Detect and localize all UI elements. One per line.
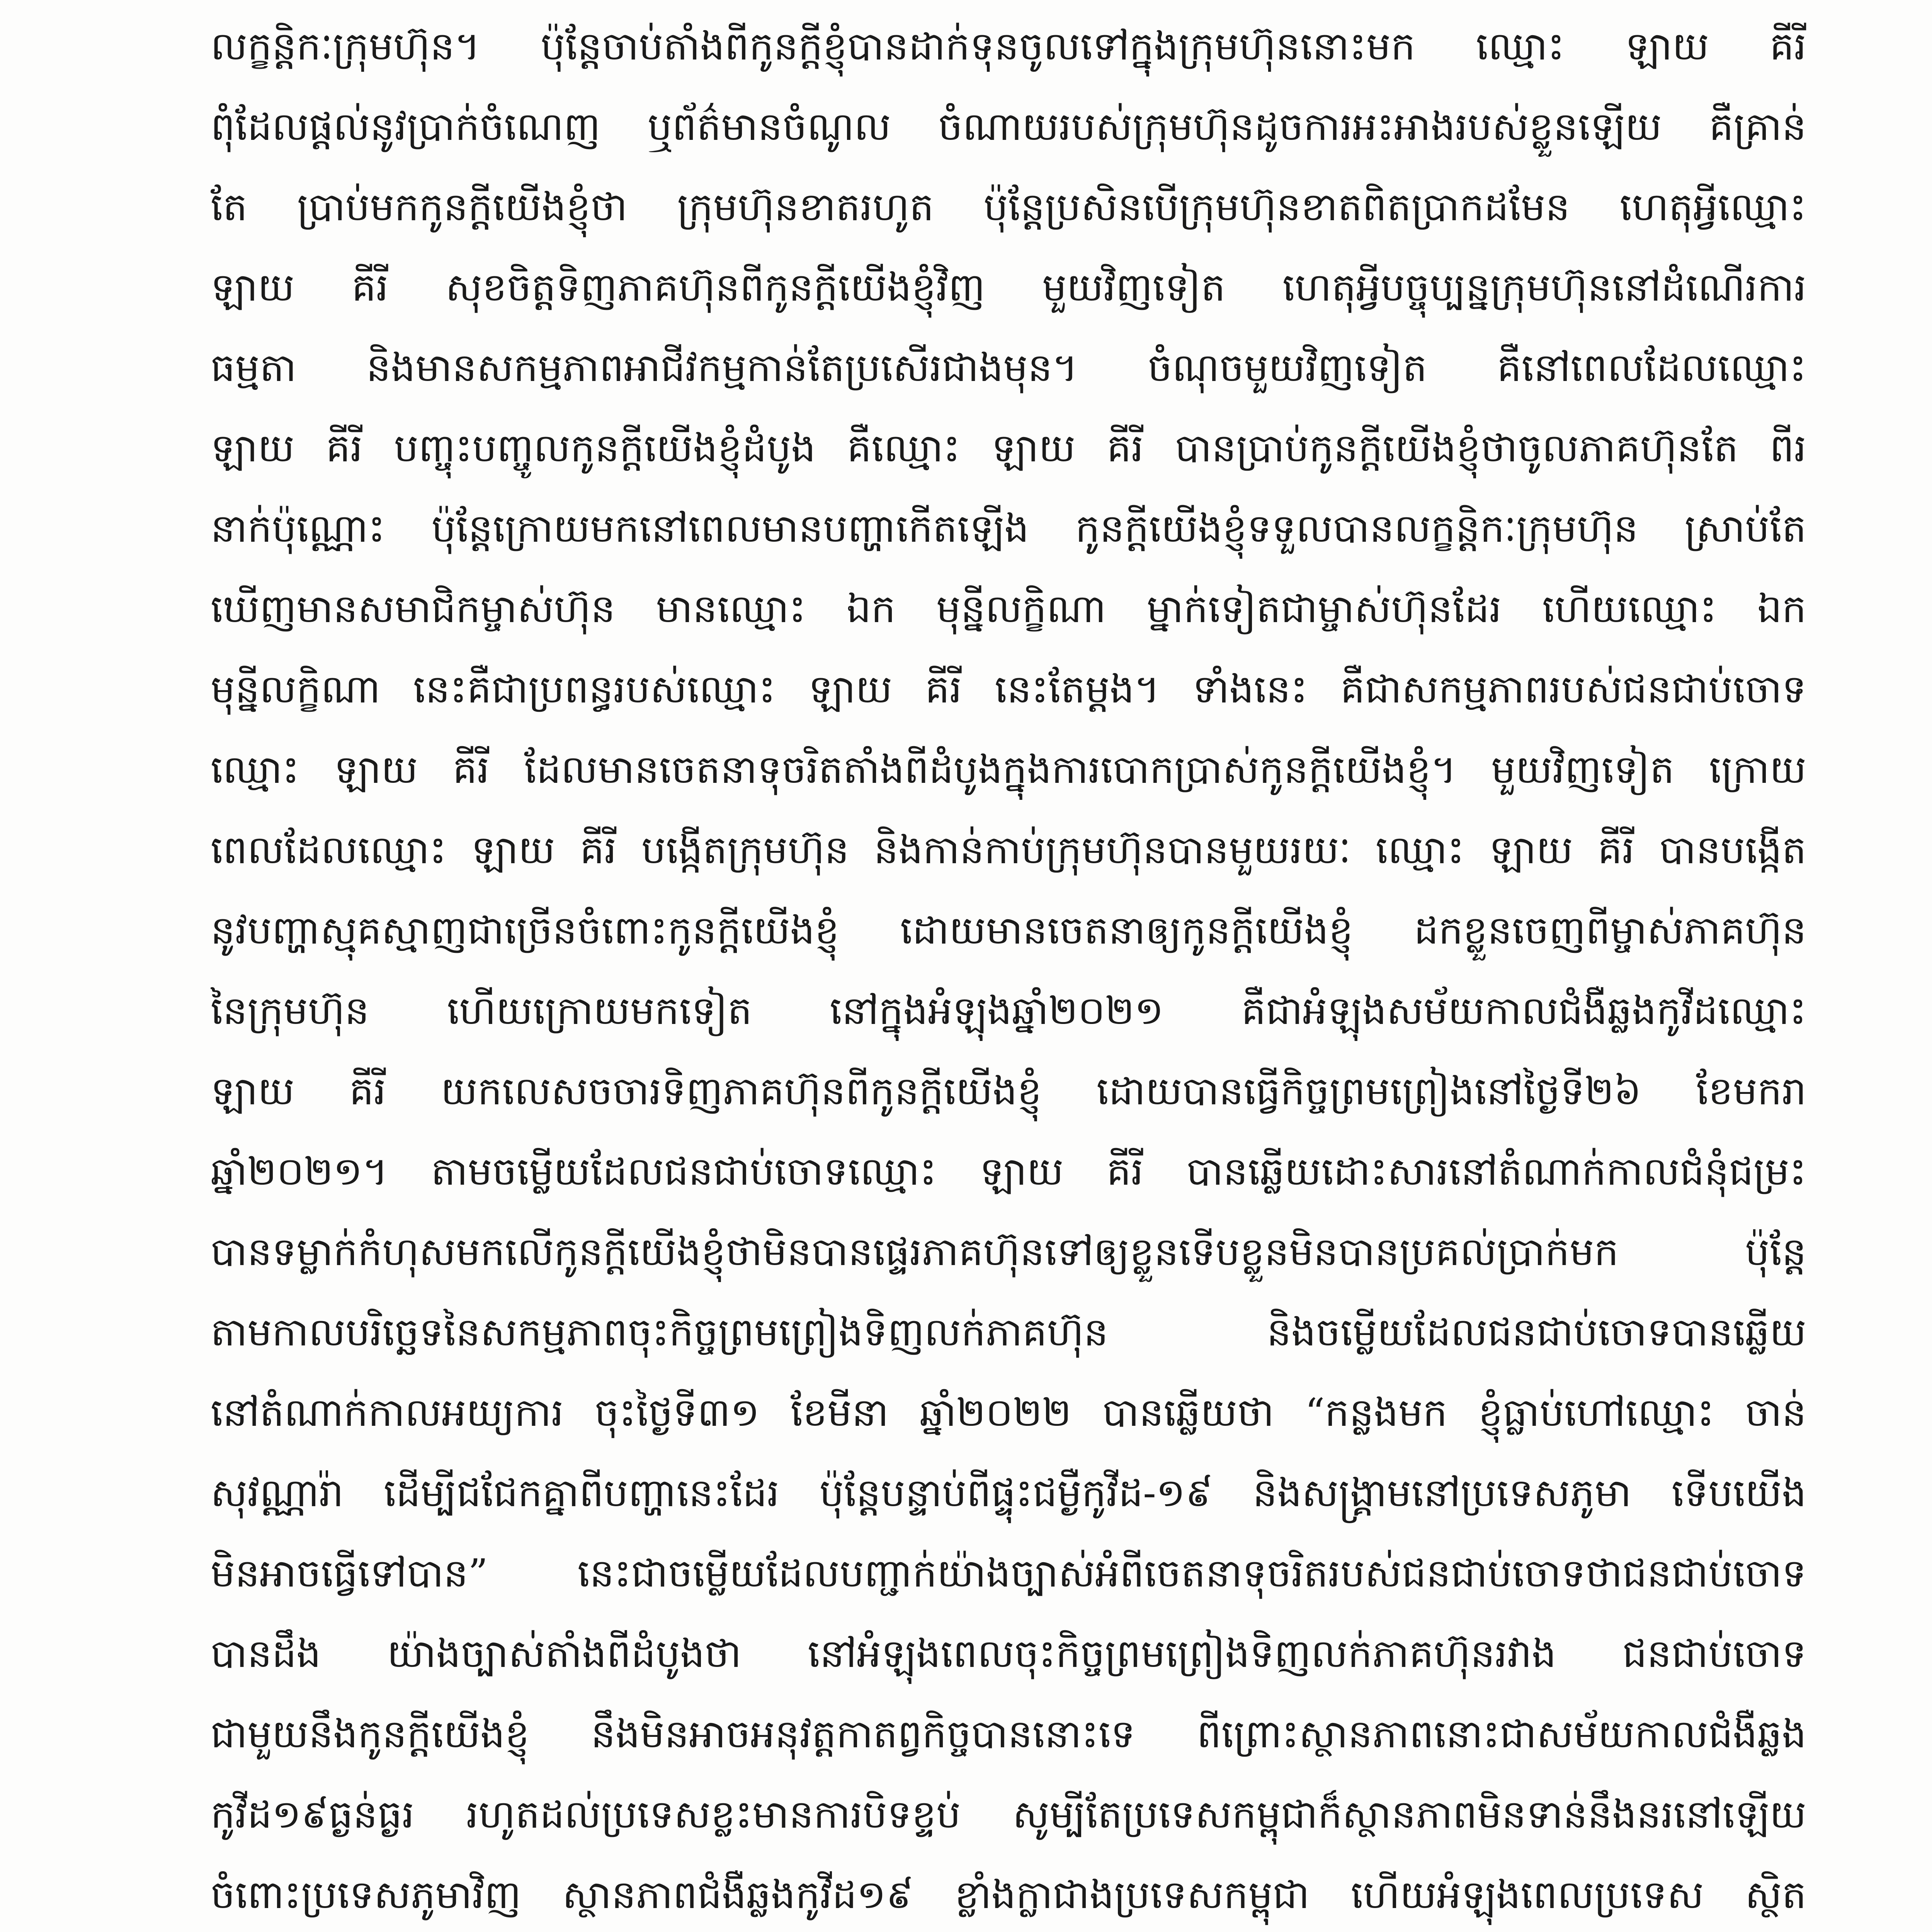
text-line: បានទម្លាក់កំហុសមកលើកូនក្តីយើងខ្ញុំថាមិនបានផ្ទេរភាគហ៊ុនទៅឲ្យខ្លួនទើបខ្លួនមិនបានប្រគល់ប្រាក់មក ប៉ុន្តែ xyxy=(211,1229,1806,1274)
text-line: ឡាយ គីរី សុខចិត្តទិញភាគហ៊ុនពីកូនក្តីយើងខ្ញុំវិញ មួយវិញទៀត ហេតុអ្វីបច្ចុប្បន្នក្រុមហ៊ុននៅដំណើរការ xyxy=(211,265,1806,310)
text-line: បានដឹង យ៉ាងច្បាស់តាំងពីដំបូងថា នៅអំឡុងពេលចុះកិច្ចព្រមព្រៀងទិញលក់ភាគហ៊ុនរវាង ជនជាប់ចោទ xyxy=(211,1631,1806,1676)
text-line: នៃក្រុមហ៊ុន ហើយក្រោយមកទៀត នៅក្នុងអំឡុងឆ្នាំ២០២១ គឺជាអំឡុងសម័យកាលជំងឺឆ្លងកូវីដឈ្មោះ xyxy=(211,988,1806,1033)
text-line: ឈ្មោះ ឡាយ គីរី ដែលមានចេតនាទុចរិតតាំងពីដំបូងក្នុងការបោកប្រាស់កូនក្តីយើងខ្ញុំ។ មួយវិញទៀត ក្រោយ xyxy=(211,747,1806,792)
text-line: ពុំដែលផ្តល់នូវប្រាក់ចំណេញ ឬព័ត៌មានចំណូល ចំណាយរបស់ក្រុមហ៊ុនដូចការអះអាងរបស់ខ្លួនឡើយ គឺគ្រាន់ xyxy=(211,104,1806,149)
text-line: ឡាយ គីរី យកលេសចចារទិញភាគហ៊ុនពីកូនក្តីយើងខ្ញុំ ដោយបានធ្វើកិច្ចព្រមព្រៀងនៅថ្ងៃទី២៦ ខែមករា xyxy=(211,1068,1806,1114)
text-line: តែ ប្រាប់មកកូនក្តីយើងខ្ញុំថា ក្រុមហ៊ុនខាតរហូត ប៉ុន្តែប្រសិនបើក្រុមហ៊ុនខាតពិតប្រាកដមែន ហេតុអ្វីឈ្មោះ xyxy=(211,184,1806,230)
body-text xyxy=(211,8,1806,1932)
text-line: តាមកាលបរិច្ឆេទនៃសកម្មភាពចុះកិច្ចព្រមព្រៀងទិញលក់ភាគហ៊ុន និងចម្លើយដែលជនជាប់ចោទបានឆ្លើយ xyxy=(211,1310,1806,1355)
text-line: ឡាយ គីរី បញ្ចុះបញ្ចូលកូនក្តីយើងខ្ញុំដំបូង គឺឈ្មោះ ឡាយ គីរី បានប្រាប់កូនក្តីយើងខ្ញុំថាចូលភាគហ៊ុនតែ ពីរ xyxy=(211,425,1806,471)
text-line: លក្ខន្តិកៈក្រុមហ៊ុន។ ប៉ុន្តែចាប់តាំងពីកូនក្តីខ្ញុំបានដាក់ទុនចូលទៅក្នុងក្រុមហ៊ុននោះមក ឈ្មោះ ឡាយ គីរី xyxy=(211,24,1806,69)
text-line: នាក់ប៉ុណ្ណោះ ប៉ុន្តែក្រោយមកនៅពេលមានបញ្ហាកើតឡើង កូនក្តីយើងខ្ញុំទទួលបានលក្ខន្តិកៈក្រុមហ៊ុន ស្រាប់តែ xyxy=(211,506,1806,551)
text-line: មិនអាចធ្វើទៅបាន” នេះជាចម្លើយដែលបញ្ជាក់យ៉ាងច្បាស់អំពីចេតនាទុចរិតរបស់ជនជាប់ចោទថាជនជាប់ចោទ xyxy=(211,1551,1806,1596)
text-line: មុន្នីលក្ខិណា នេះគឺជាប្រពន្ធរបស់ឈ្មោះ ឡាយ គីរី នេះតែម្តង។ ទាំងនេះ គឺជាសកម្មភាពរបស់ជនជាប់ចោទ xyxy=(211,667,1806,712)
text-line: ចំពោះប្រទេសភូមាវិញ ស្ថានភាពជំងឺឆ្លងកូវីដ១៩ ខ្លាំងក្លាជាងប្រទេសកម្ពុជា ហើយអំឡុងពេលប្រទេស ស្ថិត xyxy=(211,1872,1806,1917)
text-line: ឃើញមានសមាជិកម្ចាស់ហ៊ុន មានឈ្មោះ ឯក មុន្នីលក្ខិណា ម្នាក់ទៀតជាម្ចាស់ហ៊ុនដែរ ហើយឈ្មោះ ឯក xyxy=(211,586,1806,631)
text-line: នៅតំណាក់កាលអយ្យការ ចុះថ្ងៃទី៣១ ខែមីនា ឆ្នាំ២០២២ បានឆ្លើយថា “កន្លងមក ខ្ញុំធ្លាប់ហៅឈ្មោះ ចាន់ xyxy=(211,1390,1806,1435)
text-line: ពេលដែលឈ្មោះ ឡាយ គីរី បង្កើតក្រុមហ៊ុន និងកាន់កាប់ក្រុមហ៊ុនបានមួយរយៈ ឈ្មោះ ឡាយ គីរី បានបង្កើត xyxy=(211,827,1806,872)
text-line: នូវបញ្ហាស្មុគស្មាញជាច្រើនចំពោះកូនក្តីយើងខ្ញុំ ដោយមានចេតនាឲ្យកូនក្តីយើងខ្ញុំ ដកខ្លួនចេញពីម្ចាស់ភាគហ៊ុន xyxy=(211,908,1806,953)
text-line: ឆ្នាំ២០២១។ តាមចម្លើយដែលជនជាប់ចោទឈ្មោះ ឡាយ គីរី បានឆ្លើយដោះសារនៅតំណាក់កាលជំនុំជម្រះ xyxy=(211,1149,1806,1194)
text-line: ធម្មតា និងមានសកម្មភាពអាជីវកម្មកាន់តែប្រសើរជាងមុន។ ចំណុចមួយវិញទៀត គឺនៅពេលដែលឈ្មោះ xyxy=(211,345,1806,390)
text-line: សុវណ្ណារ៉ា ដើម្បីជជែកគ្នាពីបញ្ហានេះដែរ ប៉ុន្តែបន្ទាប់ពីផ្ទុះជម្ងឺកូវីដ-១៩ និងសង្គ្រាមនៅប្រទេសភូមា ទើបយើង xyxy=(211,1470,1806,1515)
text-line: កូវីដ១៩ធ្ងន់ធ្ងរ រហូតដល់ប្រទេសខ្លះមានការបិទខ្ទប់ សូម្បីតែប្រទេសកម្ពុជាក៏ស្ថានភាពមិនទាន់នឹងនរនៅឡើយ xyxy=(211,1792,1806,1837)
text-line: ជាមួយនឹងកូនក្តីយើងខ្ញុំ នឹងមិនអាចអនុវត្តកាតព្វកិច្ចបាននោះទេ ពីព្រោះស្ថានភាពនោះជាសម័យកាលជំងឺឆ្លង xyxy=(211,1711,1806,1757)
